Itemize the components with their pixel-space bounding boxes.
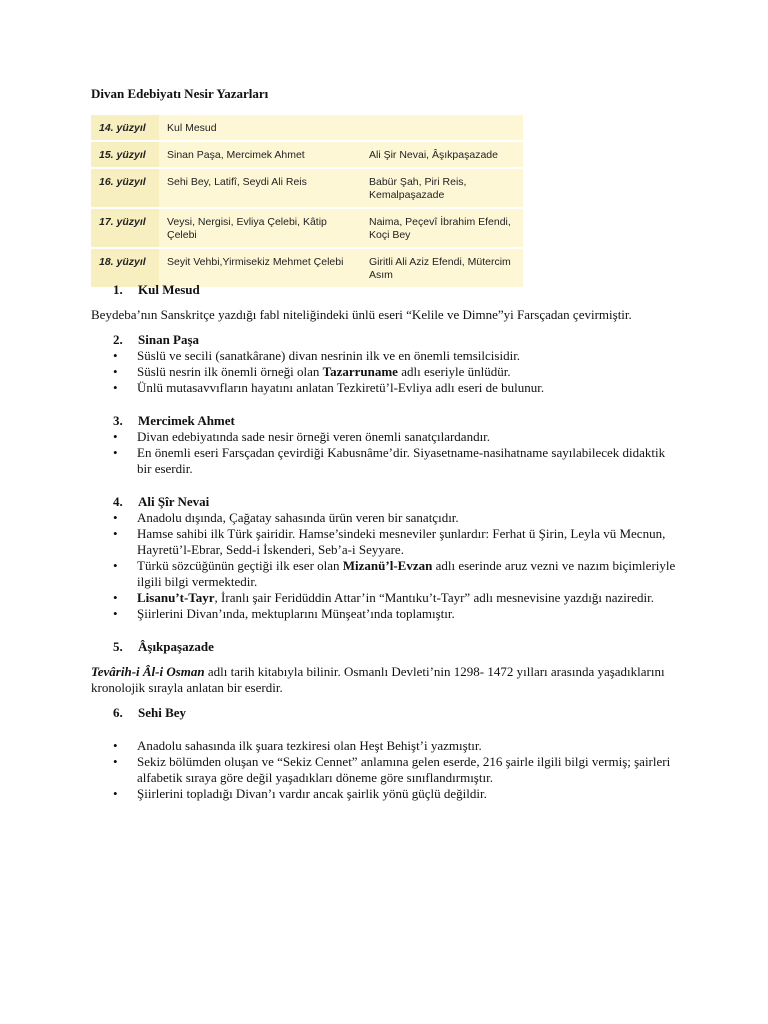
work-title: Lisanu’t-Tayr <box>137 590 215 605</box>
section-number: 2. <box>113 332 123 347</box>
list-item: • Süslü nesrin ilk önemli örneği olan Tazarruname adlı eseriyle ünlüdür. <box>91 364 681 380</box>
work-title: Tazarruname <box>322 364 398 379</box>
section-number: 6. <box>113 705 123 720</box>
section-number: 5. <box>113 639 123 654</box>
section-name: Âşıkpaşazade <box>138 639 214 654</box>
bullet-list <box>91 348 681 396</box>
century-cell: 16. yüzyıl <box>91 169 159 207</box>
authors-cell: Kul Mesud <box>159 115 361 140</box>
authors-cell: Veysi, Nergisi, Evliya Çelebi, Kâtip Çelebi <box>159 209 361 247</box>
section-heading-asikpasazade <box>91 639 681 655</box>
section-name: Ali Şîr Nevai <box>138 494 210 509</box>
section-number: 3. <box>113 413 123 428</box>
authors-by-century-table <box>91 113 523 289</box>
section-name: Mercimek Ahmet <box>138 413 235 428</box>
author-sections <box>91 282 681 802</box>
document-title: Divan Edebiyatı Nesir Yazarları <box>91 86 269 101</box>
list-item: • Süslü ve secili (sanatkârane) divan nesrinin ilk ve en önemli temsilcisidir. <box>91 348 681 364</box>
section-paragraph: Beydeba’nın Sanskritçe yazdığı fabl niteliğindeki ünlü eseri “Kelile ve Dimne”yi Farsçadan çevirmiştir. <box>91 307 632 322</box>
list-item: • Divan edebiyatında sade nesir örneği veren önemli sanatçılardandır. <box>91 429 681 445</box>
authors-cell: Seyit Vehbi,Yirmisekiz Mehmet Çelebi <box>159 249 361 287</box>
section-name: Kul Mesud <box>138 282 200 297</box>
section-number: 4. <box>113 494 123 509</box>
century-cell: 18. yüzyıl <box>91 249 159 287</box>
list-item: • Ünlü mutasavvıfların hayatını anlatan Tezkiretü’l-Evliya adlı eseri de bulunur. <box>91 380 681 396</box>
section-heading-ali-sir-nevai <box>91 494 681 510</box>
section-name: Sehi Bey <box>138 705 187 720</box>
table-row <box>91 209 523 247</box>
bullet-list <box>91 510 681 622</box>
authors-cell: Giritli Ali Aziz Efendi, Mütercim Asım <box>361 249 523 287</box>
section-number: 1. <box>113 282 123 297</box>
list-item: • Lisanu’t-Tayr, İranlı şair Feridüddin Attar’in “Mantıku’t-Tayr” adlı mesnevisine yazdığı naziredir. <box>91 590 681 606</box>
list-item: • Sekiz bölümden oluşan ve “Sekiz Cennet” anlamına gelen eserde, 216 şairle ilgili bilgi vermiş; şairleri alfabetik sıraya göre değil yaşadıkları döneme göre sınıflandırmıştır. <box>91 754 681 786</box>
bullet-list <box>91 738 681 802</box>
list-item: • Şiirlerini Divan’ında, mektuplarını Münşeat’ında toplamıştır. <box>91 606 681 622</box>
list-item: • Şiirlerini topladığı Divan’ı vardır ancak şairlik yönü güçlü değildir. <box>91 786 681 802</box>
section-heading-sinan-pasa <box>91 332 681 348</box>
authors-cell: Sehi Bey, Latifî, Seydi Ali Reis <box>159 169 361 207</box>
list-item: • Anadolu sahasında ilk şuara tezkiresi olan Heşt Behişt’i yazmıştır. <box>91 738 681 754</box>
table-row <box>91 115 523 140</box>
work-title: Mizanü’l-Evzan <box>342 558 433 573</box>
table-row <box>91 142 523 167</box>
century-cell: 17. yüzyıl <box>91 209 159 247</box>
authors-cell: Sinan Paşa, Mercimek Ahmet <box>159 142 361 167</box>
century-cell: 14. yüzyıl <box>91 115 159 140</box>
bullet-list <box>91 429 681 477</box>
authors-cell <box>361 115 523 140</box>
list-item: • Türkü sözcüğünün geçtiği ilk eser olan Mizanü’l-Evzan adlı eserinde aruz vezni ve nazım biçimleriyle ilgili bilgi vermektedir. <box>91 558 681 590</box>
list-item: • En önemli eseri Farsçadan çevirdiği Kabusnâme’dir. Siyasetname-nasihatname sayılabilecek didaktik bir eserdir. <box>91 445 681 477</box>
century-cell: 15. yüzyıl <box>91 142 159 167</box>
section-name: Sinan Paşa <box>138 332 200 347</box>
list-item: • Hamse sahibi ilk Türk şairidir. Hamse’sindeki mesneviler şunlardır: Ferhat ü Şirin, Leyla vü Mecnun, Hayretü’l-Ebrar, Sedd-i İskenderi, Seb’a-i Seyyare. <box>91 526 681 558</box>
section-heading-kul-mesud <box>91 282 681 298</box>
table-row <box>91 169 523 207</box>
work-title: Tevârih-i Âl-i Osman <box>91 664 205 679</box>
authors-cell: Ali Şir Nevai, Âşıkpaşazade <box>361 142 523 167</box>
section-heading-sehi-bey <box>91 705 681 721</box>
authors-cell: Naima, Peçevî İbrahim Efendi, Koçi Bey <box>361 209 523 247</box>
section-heading-mercimek-ahmet <box>91 413 681 429</box>
authors-cell: Babür Şah, Piri Reis, Kemalpaşazade <box>361 169 523 207</box>
list-item: • Anadolu dışında, Çağatay sahasında ürün veren bir sanatçıdır. <box>91 510 681 526</box>
section-paragraph: Tevârih-i Âl-i Osman adlı tarih kitabıyla bilinir. Osmanlı Devleti’nin 1298- 1472 yılları arasında yaşadıklarını kronolojik sırayla anlatan bir eserdir. <box>91 664 665 695</box>
